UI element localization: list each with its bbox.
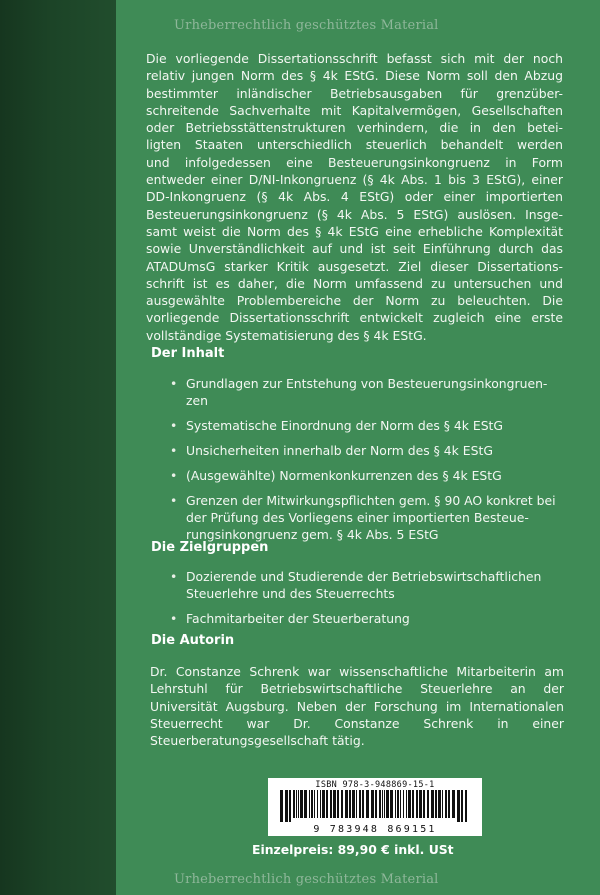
barcode-bar (448, 790, 450, 818)
intro-line: schrift ist es daher, die Norm umfassend zu untersuchen und (146, 275, 563, 291)
barcode-bar (322, 790, 325, 818)
barcode-bar (395, 790, 396, 818)
heading-zielgruppen: Die Zielgruppen (151, 540, 269, 555)
barcode-bar (442, 790, 443, 818)
barcode-bar (386, 790, 389, 818)
barcode-bar (371, 790, 374, 818)
list-item: • Unsicherheiten innerhalb der Norm des § 4k EStG (170, 442, 564, 459)
isbn-label: ISBN 978-3-948869-15-1 (315, 780, 435, 790)
barcode-bar (390, 790, 393, 818)
intro-line: DD-Inkongruenz (§ 4k Abs. 4 EStG) oder einer importierten (146, 189, 563, 205)
list-item: • Grenzen der Mitwirkungspflichten gem. § 90 AO konkret bei der Prüfung des Vorliegens einer importierten Besteue-rungsinkongruenz gem. § 4k Abs. 5 EStG (170, 492, 564, 543)
barcode-bar (366, 790, 369, 818)
list-item: • Grundlagen zur Entstehung von Besteuerungsinkongruen-zen (170, 375, 564, 409)
barcode-bar (412, 790, 414, 818)
barcode-bar (356, 790, 357, 818)
barcode-bar (352, 790, 355, 818)
barcode-bar (397, 790, 399, 818)
barcode-bar (435, 790, 437, 818)
barcode-bar (362, 790, 364, 818)
barcode-bar (408, 790, 411, 818)
list-item: • Systematische Einordnung der Norm des § 4k EStG (170, 417, 564, 434)
barcode-bar (445, 790, 447, 818)
barcode-bar (345, 790, 348, 818)
intro-line: oder Betriebsstättenstrukturen verhindern, die in den betei- (146, 120, 563, 136)
barcode-bar (349, 790, 351, 818)
price-label: Einzelpreis: 89,90 € inkl. USt (252, 842, 454, 857)
intro-line: sowie Unverständlichkeit auf und ist seit Einführung durch das (146, 241, 563, 257)
barcode-bar (341, 790, 343, 818)
barcode-bar (289, 790, 291, 822)
barcode-bar (406, 790, 407, 818)
intro-line: bestimmter inländischer Betriebsausgaben für grenzüber- (146, 85, 563, 101)
watermark-top: Urheberrechtlich geschütztes Material (174, 18, 439, 33)
barcode-bar (452, 790, 455, 818)
barcode-bar (304, 790, 307, 818)
barcode-bars (278, 790, 472, 822)
barcode-bar (330, 790, 332, 818)
intro-line: entweder einer D/NI-Inkongruenz (§ 4k Abs. 1 bis 3 EStG), einer (146, 172, 563, 188)
barcode-bar (457, 790, 460, 822)
barcode-bar (382, 790, 383, 818)
barcode-bar (400, 790, 401, 818)
author-bio: Dr. Constanze Schrenk war wissenschaftliche Mitarbeiterin am Lehrstuhl für Betriebswirtschaftliche Steuerlehre an der Universität Augsburg. Neben der Forschung im Internationalen Steuerrecht war Dr. Constanze Schrenk in einer Steuerberatungsgesellschaft tätig. (150, 664, 564, 749)
intro-line: relativ jungen Norm des § 4k EStG. Diese Norm soll den Abzug (146, 68, 563, 84)
barcode-bar (311, 790, 313, 818)
intro-line: Die vorliegende Dissertationsschrift befasst sich mit der noch (146, 51, 563, 66)
barcode-bar (359, 790, 361, 818)
zielgruppen-list (170, 568, 564, 635)
barcode-bar (419, 790, 422, 818)
barcode-bar (427, 790, 429, 818)
barcode-digits: 9 783948 869151 (313, 824, 437, 835)
barcode-bar (416, 790, 418, 818)
intro-line: schreitende Sachverhalte mit Kapitalvermögen, Gesellschaften (146, 102, 563, 118)
barcode-bar (337, 790, 339, 818)
barcode-bar (333, 790, 336, 818)
barcode-bar (438, 790, 441, 818)
intro-line: ligten Staaten unterschiedlich steuerlich behandelt werden (146, 137, 563, 153)
list-item: • Fachmitarbeiter der Steuerberatung (170, 610, 564, 627)
list-item: • Dozierende und Studierende der Betriebswirtschaftlichen Steuerlehre und des Steuerrechts (170, 568, 564, 602)
barcode-bar (314, 790, 315, 818)
barcode-bar (384, 790, 385, 818)
barcode-bar (423, 790, 425, 818)
barcode-bar (300, 790, 303, 818)
barcode-bar (465, 790, 467, 822)
intro-line: ATADUmsG starker Kritik ausgesetzt. Ziel dieser Dissertations- (146, 258, 563, 274)
barcode-bar (298, 790, 299, 818)
intro-line: vorliegende Dissertationsschrift entwickelt zugleich eine erste (146, 310, 563, 326)
watermark-bottom: Urheberrechtlich geschütztes Material (174, 872, 439, 887)
intro-line: vollständige Systematisierung des § 4k EStG. (146, 327, 427, 343)
intro-line: samt weist die Norm des § 4k EStG eine erhebliche Komplexität (146, 223, 563, 239)
list-item: • (Ausgewählte) Normenkonkurrenzen des § 4k EStG (170, 467, 564, 484)
barcode-bar (309, 790, 310, 818)
intro-line: ausgewählte Problembereiche der Norm zu beleuchten. Die (146, 293, 563, 309)
book-spine (0, 0, 116, 895)
barcode-bar (379, 790, 381, 818)
intro-line: und infolgedessen eine Besteuerungsinkongruenz in Form (146, 154, 563, 170)
barcode-bar (280, 790, 283, 822)
intro-paragraph (146, 50, 563, 344)
barcode-bar (375, 790, 377, 818)
barcode-bar (326, 790, 328, 818)
barcode-bar (317, 790, 318, 818)
inhalt-list (170, 375, 564, 551)
barcode-bar (461, 790, 463, 822)
heading-autorin: Die Autorin (151, 633, 235, 648)
barcode-bar (403, 790, 404, 818)
isbn-barcode (268, 778, 482, 836)
intro-line: Besteuerungsinkongruenz (§ 4k Abs. 5 EStG) auslösen. Insge- (146, 206, 563, 222)
barcode-bar (296, 790, 297, 818)
barcode-bar (293, 790, 295, 818)
barcode-bar (431, 790, 434, 818)
heading-inhalt: Der Inhalt (151, 346, 225, 361)
barcode-bar (285, 790, 288, 822)
barcode-bar (320, 790, 321, 818)
